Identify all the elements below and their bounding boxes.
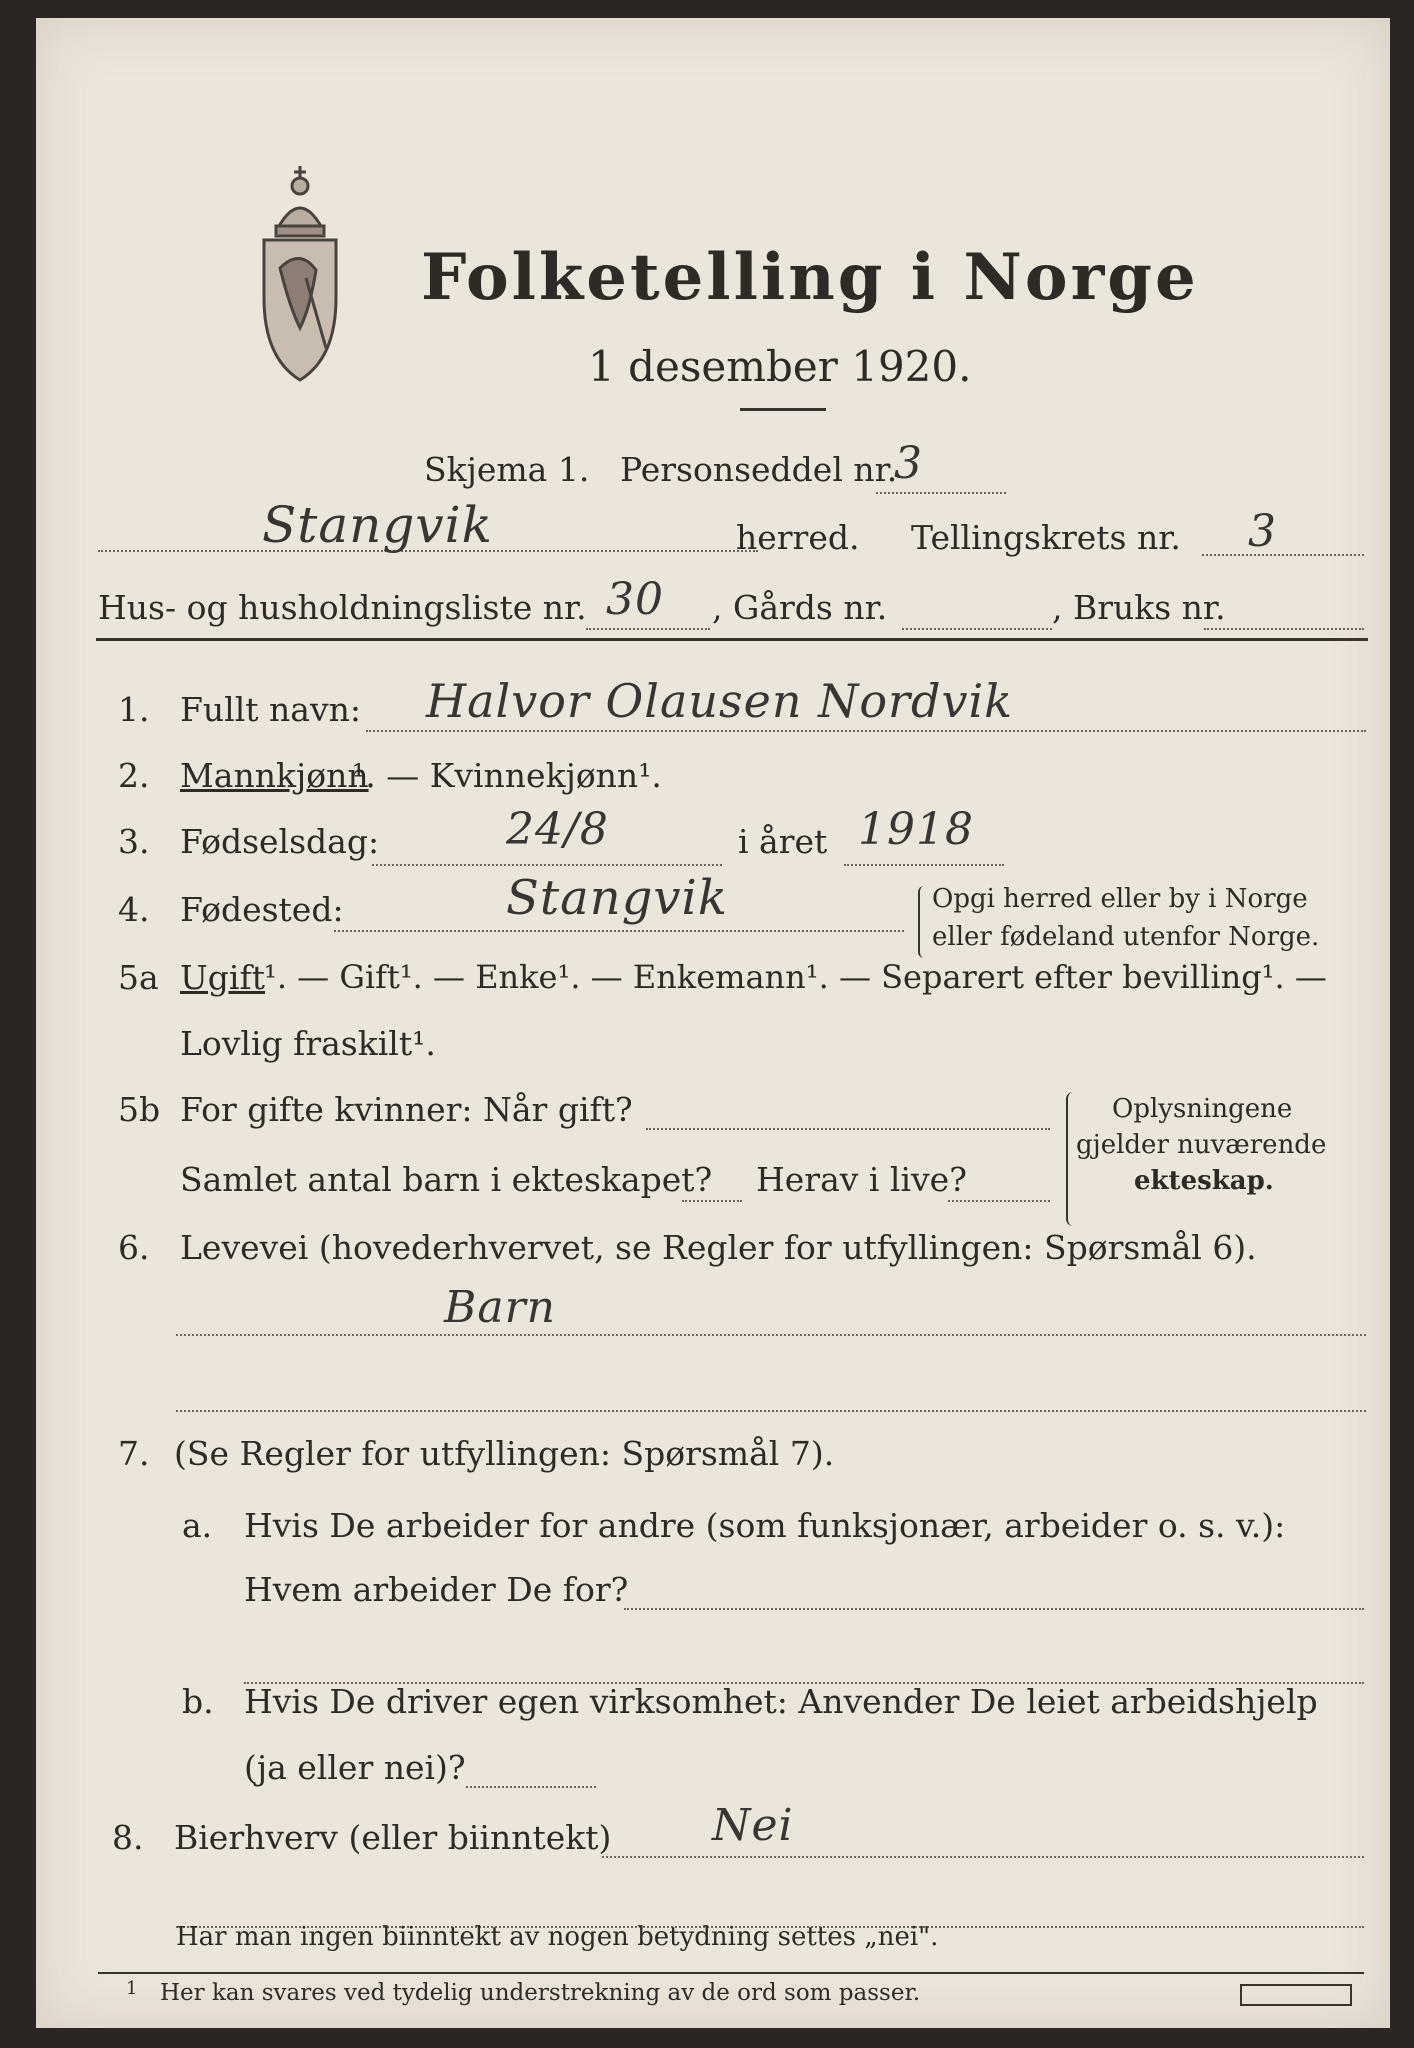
q4-label: Fødested: [180,890,344,929]
personseddel-label: Personseddel nr. [620,450,898,489]
bruks-line [1204,628,1364,630]
q5b-line1-label: For gifte kvinner: Når gift? [180,1090,633,1129]
marital-ugift-option[interactable]: Ugift [180,958,265,997]
q5b-number: 5b [118,1090,161,1129]
q4-note-line1: Opgi herred eller by i Norge [932,884,1308,914]
q8-label: Bierhverv (eller biinntekt) [174,1818,612,1857]
q2-number: 2. [118,756,150,795]
q6-label: Levevei (hovederhvervet, se Regler for utfyllingen: Spørsmål 6). [180,1228,1257,1267]
q7b-line2: (ja eller nei)? [244,1748,466,1787]
husliste-label: Hus- og husholdningsliste nr. [98,588,587,627]
gards-label: , Gårds nr. [712,588,888,627]
q3-label: Fødselsdag: [180,822,380,861]
title-divider [740,408,826,411]
q4-brace [918,886,930,958]
footnote-mark: 1 [126,1978,138,1999]
gender-other-options: ¹. — Kvinnekjønn¹. [352,756,662,795]
printer-mark [1240,1984,1352,2006]
q1-line [366,730,1366,732]
q5b-children-label: Samlet antal barn i ekteskapet? [180,1160,713,1199]
q5b-children-line [682,1200,742,1202]
bruks-label: , Bruks nr. [1052,588,1226,627]
husliste-line [586,628,710,630]
skjema-label: Skjema 1. [424,450,590,489]
birth-year-value[interactable]: 1918 [858,804,974,855]
census-date: 1 desember 1920. [588,342,972,391]
q8-number: 8. [112,1818,144,1857]
q3-year-label: i året [738,822,828,861]
q5b-alive-label: Herav i live? [756,1160,967,1199]
q4-note-line2: eller fødeland utenfor Norge. [932,922,1320,952]
tellingskrets-line [1202,554,1364,556]
form-title: Folketelling i Norge [421,240,1199,315]
q5b-note-line2: gjelder nuværende [1076,1130,1327,1160]
footnote-text: Her kan svares ved tydelig understrekning av de ord som passer. [160,1980,921,2006]
full-name-value[interactable]: Halvor Olausen Nordvik [426,674,1014,728]
q5b-alive-line [948,1200,1050,1202]
q5a-number: 5a [118,958,159,997]
q7a-line2: Hvem arbeider De for? [244,1570,629,1609]
q5b-note-line3: ekteskap. [1134,1166,1274,1196]
tellingskrets-label: Tellingskrets nr. [911,518,1181,557]
q5b-note-line1: Oplysningene [1112,1094,1293,1124]
herred-label: herred. [736,518,860,557]
q3-year-line [844,864,1004,866]
gards-line [902,628,1052,630]
husliste-value[interactable]: 30 [606,574,664,625]
q7a-line1: Hvis De arbeider for andre (som funksjonær, arbeider o. s. v.): [244,1506,1286,1545]
tellingskrets-value[interactable]: 3 [1248,506,1277,557]
q6-line1 [176,1334,1366,1336]
q4-line [334,930,904,932]
q1-label: Fullt navn: [180,690,361,729]
q3-line [372,864,722,866]
q7b-line [466,1786,596,1788]
q4-number: 4. [118,890,150,929]
occupation-value[interactable]: Barn [444,1282,556,1333]
footnote-divider [98,1972,1364,1974]
q7a-employer-line [624,1608,1364,1610]
norwegian-coat-of-arms-icon [250,158,350,388]
gender-male-option[interactable]: Mannkjønn [180,756,369,795]
personseddel-value[interactable]: 3 [894,438,923,489]
birthday-value[interactable]: 24/8 [506,804,609,855]
side-income-value[interactable]: Nei [712,1800,794,1851]
q3-number: 3. [118,822,150,861]
birthplace-value[interactable]: Stangvik [506,870,728,926]
q6-line2 [176,1410,1366,1412]
q5b-married-line [646,1128,1050,1130]
herred-value[interactable]: Stangvik [262,496,493,554]
q7-number: 7. [118,1434,150,1473]
header-divider [96,638,1368,641]
q7b-line1: Hvis De driver egen virksomhet: Anvender De leiet arbeidshjelp [244,1682,1318,1721]
q8-note: Har man ingen biinntekt av nogen betydning settes „nei". [176,1922,939,1952]
q1-number: 1. [118,690,150,729]
census-form-page [36,18,1390,2028]
marital-other-options: ¹. — Gift¹. — Enke¹. — Enkemann¹. — Separert efter bevilling¹. — [264,958,1327,996]
marital-fraskilt-option: Lovlig fraskilt¹. [180,1024,436,1063]
q7b-letter: b. [182,1682,214,1721]
q7-label: (Se Regler for utfyllingen: Spørsmål 7). [174,1434,835,1473]
personseddel-line [876,492,1006,494]
q7a-letter: a. [182,1506,213,1545]
q6-number: 6. [118,1228,150,1267]
q8-line1 [602,1856,1364,1858]
